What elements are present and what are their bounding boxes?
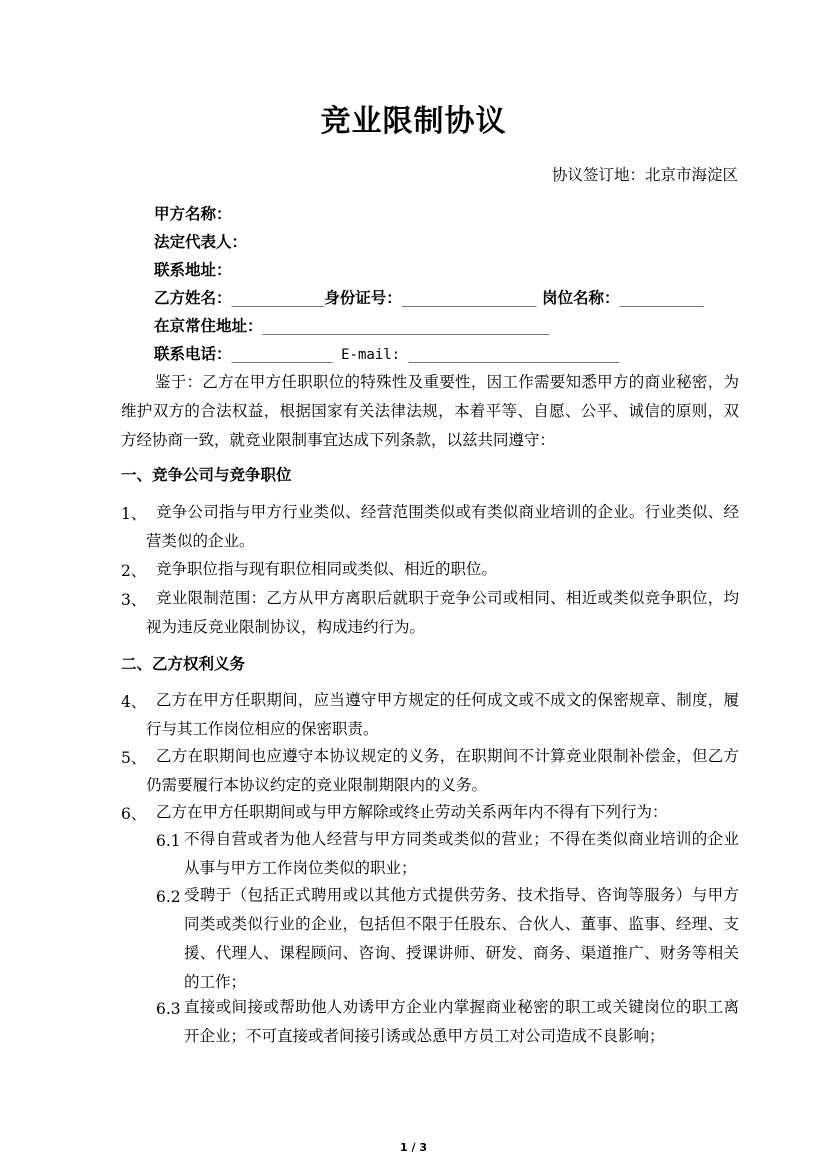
party-a-name-label: 甲方名称：	[154, 204, 232, 223]
subitem-6-2-text: 受聘于（包括正式聘用或以其他方式提供劳务、技术指导、咨询等服务）与甲方同类或类似行业的企业，包括但不限于任股东、合伙人、董事、监事、经理、支援、代理人、课程顾问、咨询、授课讲师、研发、商务、渠道推广、财务等相关的工作；	[184, 886, 739, 991]
section-1-heading: 一、竞争公司与竞争职位	[121, 465, 292, 484]
subitem-6-2-number: 6.2	[156, 888, 181, 906]
item-5-text: 乙方在职期间也应遵守本协议规定的义务，在职期间不计算竞业限制补偿金，但乙方仍需要履行本协议约定的竞业限制期限内的义务。	[146, 747, 739, 794]
item-1-number: 1、	[121, 505, 147, 523]
party-b-residence-blank: __________________________________	[262, 319, 550, 335]
party-b-line-2	[154, 314, 549, 339]
party-b-email-label: E-mail:	[332, 347, 409, 363]
subitem-6-3-number: 6.3	[156, 1000, 181, 1018]
item-3-text: 竞业限制范围：乙方从甲方离职后就职于竞争公司或相同、相近或类似竞争职位，均视为违反竞业限制协议，构成违约行为。	[146, 589, 739, 636]
party-b-line-1	[154, 286, 704, 311]
party-b-id-blank: ________________	[401, 291, 537, 307]
party-b-post-label: 岗位名称：	[536, 288, 620, 307]
party-b-phone-label: 联系电话：	[154, 344, 232, 363]
item-4-number: 4、	[121, 693, 147, 711]
section-2-heading: 二、乙方权利义务	[121, 654, 246, 673]
document-title: 竞业限制协议	[320, 104, 507, 139]
item-6-number: 6、	[121, 805, 147, 823]
subitem-6-3-text: 直接或间接或帮助他人劝诱甲方企业内掌握商业秘密的职工或关键岗位的职工离开企业；不可直接或者间接引诱或怂恿甲方员工对公司造成不良影响；	[184, 998, 739, 1045]
preamble: 鉴于：乙方在甲方任职职位的特殊性及重要性，因工作需要知悉甲方的商业秘密，为维护双方的合法权益，根据国家有关法律法规，本着平等、自愿、公平、诚信的原则，双方经协商一致，就竞业限制事宜达成下列条款，以兹共同遵守：	[121, 373, 739, 449]
party-b-name-label: 乙方姓名：	[154, 288, 232, 307]
party-a-rep-label: 法定代表人：	[154, 232, 248, 251]
party-b-line-3	[154, 342, 619, 367]
party-b-residence-label: 在京常住地址：	[154, 316, 263, 335]
party-a-address-label: 联系地址：	[154, 260, 232, 279]
item-1-text: 竞争公司指与甲方行业类似、经营范围类似或有类似商业培训的企业。行业类似、经营类似的企业。	[146, 503, 739, 550]
item-3-number: 3、	[121, 591, 147, 609]
party-b-post-blank: __________	[619, 291, 704, 307]
signing-place: 协议签订地：北京市海淀区	[551, 166, 738, 184]
item-5-number: 5、	[121, 749, 147, 767]
subitem-6-1-number: 6.1	[156, 832, 181, 850]
party-b-email-blank: _________________________	[408, 347, 620, 363]
item-2-number: 2、	[121, 562, 147, 580]
party-b-phone-blank: ____________	[231, 347, 333, 363]
party-b-id-label: 身份证号：	[324, 288, 402, 307]
party-b-name-blank: ___________	[231, 291, 325, 307]
subitem-6-1-text: 不得自营或者为他人经营与甲方同类或类似的营业；不得在类似商业培训的企业从事与甲方工作岗位类似的职业；	[184, 830, 739, 877]
item-4-text: 乙方在甲方任职期间，应当遵守甲方规定的任何成文或不成文的保密规章、制度，履行与其工作岗位相应的保密职责。	[146, 691, 739, 738]
item-2-text: 竞争职位指与现有职位相同或类似、相近的职位。	[156, 560, 498, 578]
item-6-text: 乙方在甲方任职期间或与甲方解除或终止劳动关系两年内不得有下列行为：	[156, 803, 668, 821]
page-number: 1 / 3	[400, 1141, 427, 1154]
